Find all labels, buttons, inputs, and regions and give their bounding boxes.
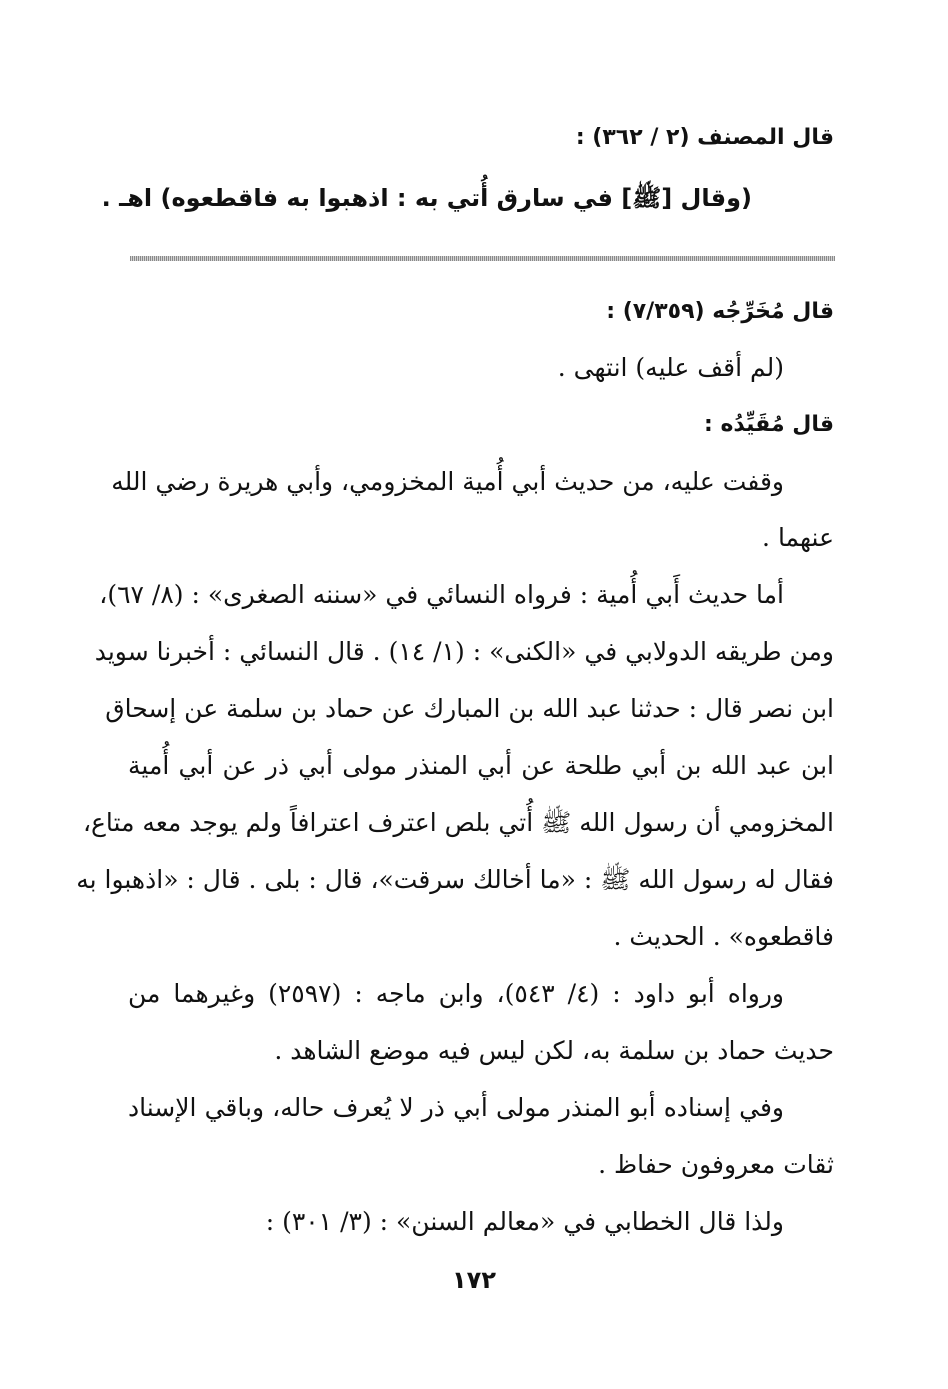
body-line: فقال له رسول الله ﷺ : «ما أخالك سرقت»، قال : بلى . قال : «اذهبوا به	[76, 865, 834, 894]
body-line: حديث حماد بن سلمة به، لكن ليس فيه موضع الشاهد .	[274, 1036, 834, 1065]
body-line: ومن طريقه الدولابي في «الكنى» : (١/ ١٤) . قال النسائي : أخبرنا سويد	[94, 637, 834, 666]
annotator-heading: قال مُقَيِّدُه :	[703, 412, 834, 437]
body-line: وقفت عليه، من حديث أبي أُمية المخزومي، وأبي هريرة رضي الله	[111, 467, 784, 496]
body-line: المخزومي أن رسول الله ﷺ أُتي بلص اعترف اعترافاً ولم يوجد معه متاع،	[82, 808, 834, 837]
body-line: ورواه أبو داود : (٤/ ٥٤٣)، وابن ماجه : (٢٥٩٧) وغيرهما من	[128, 979, 784, 1008]
body-line: ثقات معروفون حفاظ .	[598, 1150, 834, 1179]
hadith-quote: (وقال [ﷺ] في سارق أُتي به : اذهبوا به فاقطعوه) اهـ .	[101, 184, 752, 212]
page-number: ١٧٢	[452, 1266, 496, 1294]
body-line: ابن نصر قال : حدثنا عبد الله بن المبارك عن حماد بن سلمة عن إسحاق	[105, 694, 834, 723]
body-line: أما حديث أَبي أُمية : فرواه النسائي في «سننه الصغرى» : (٨/ ٦٧)،	[99, 580, 784, 609]
section-separator	[130, 256, 835, 261]
translator-heading: قال مُخَرِّجُه (٧/٣٥٩) :	[606, 299, 834, 324]
body-line: وفي إسناده أبو المنذر مولى أبي ذر لا يُعرف حاله، وباقي الإسناد	[128, 1093, 784, 1122]
author-heading: قال المصنف (٢ / ٣٦٢) :	[575, 125, 834, 150]
translator-text: (لم أقف عليه) انتهى .	[557, 353, 784, 382]
body-line: ابن عبد الله بن أبي طلحة عن أبي المنذر مولى أبي ذر عن أبي أُمية	[128, 751, 834, 780]
body-line: ولذا قال الخطابي في «معالم السنن» : (٣/ ٣٠١) :	[265, 1207, 784, 1236]
body-line: عنهما .	[762, 523, 834, 552]
body-line: فاقطعوه» . الحديث .	[613, 922, 834, 951]
